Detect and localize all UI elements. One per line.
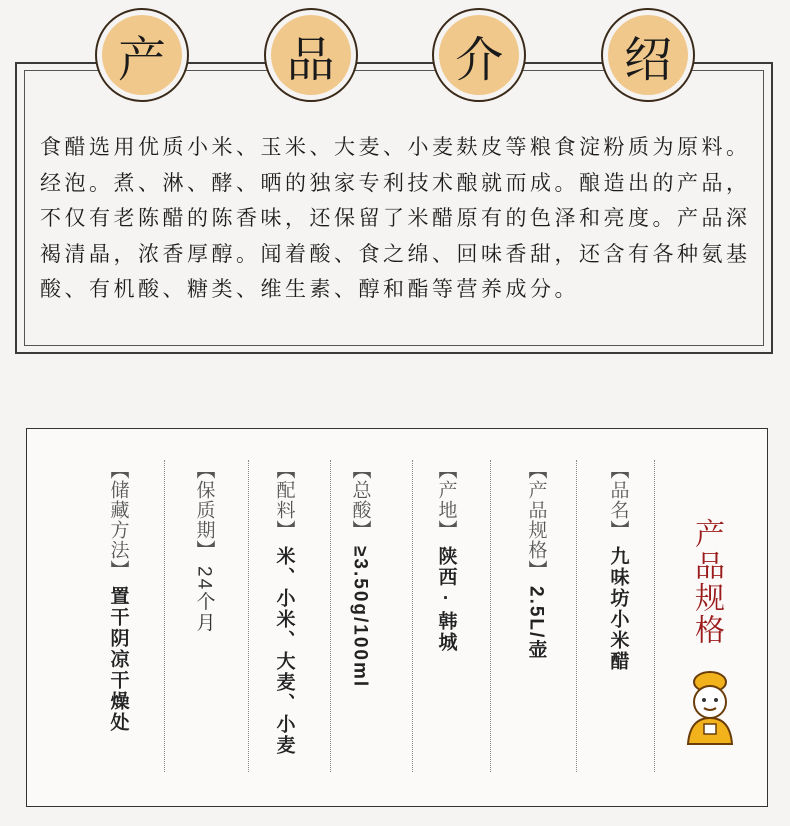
spec-label: 【品名】 (607, 460, 629, 540)
spec-divider (248, 460, 249, 772)
spec-label: 【总酸】 (349, 460, 371, 540)
spec-divider (330, 460, 331, 772)
chef-mascot-icon (678, 668, 742, 748)
spec-size (516, 460, 556, 660)
spec-value: 陕西·韩城 (435, 546, 457, 653)
spec-product-name (598, 460, 638, 672)
spec-value: 置干阴凉干燥处 (107, 586, 129, 733)
spec-divider (490, 460, 491, 772)
spec-label: 【产品规格】 (525, 460, 547, 580)
title-circle (95, 8, 189, 102)
title-circle (432, 8, 526, 102)
spec-shelf-life (184, 460, 224, 633)
spec-label: 【配料】 (273, 460, 295, 540)
title-char: 绍 (608, 15, 688, 95)
spec-total-acid (340, 460, 380, 688)
title-char: 品 (271, 15, 351, 95)
spec-value: 九味坊小米醋 (607, 546, 629, 672)
title-circle (264, 8, 358, 102)
spec-value: 24个月 (193, 566, 215, 634)
title-circle (601, 8, 695, 102)
spec-value: ≥3.50g/100ml (349, 546, 371, 689)
spec-value: 2.5L/壶 (525, 586, 547, 661)
title-char: 产 (102, 15, 182, 95)
title-char: 介 (439, 15, 519, 95)
spec-divider (164, 460, 165, 772)
spec-heading: 产品规格 (689, 518, 724, 646)
spec-value: 米、小米、大麦、小麦 (273, 546, 295, 756)
spec-ingredients (264, 460, 304, 756)
spec-divider (576, 460, 577, 772)
spec-label: 【保质期】 (193, 460, 215, 560)
spec-storage (98, 460, 138, 733)
spec-label: 【储藏方法】 (107, 460, 129, 580)
intro-paragraph: 食醋选用优质小米、玉米、大麦、小麦麸皮等粮食淀粉质为原料。经泡。煮、淋、酵、晒的独家专利技术酿就而成。酿造出的产品，不仅有老陈醋的陈香味，还保留了米醋原有的色泽和亮度。产品深褐清晶，浓香厚醇。闻着酸、食之绵、回味香甜，还含有各种氨基酸、有机酸、糖类、维生素、醇和酯等营养成分。 (40, 135, 751, 302)
intro-title (95, 8, 695, 104)
spec-origin (426, 460, 466, 653)
spec-divider (654, 460, 655, 772)
spec-label: 【产地】 (435, 460, 457, 540)
spec-divider (412, 460, 413, 772)
